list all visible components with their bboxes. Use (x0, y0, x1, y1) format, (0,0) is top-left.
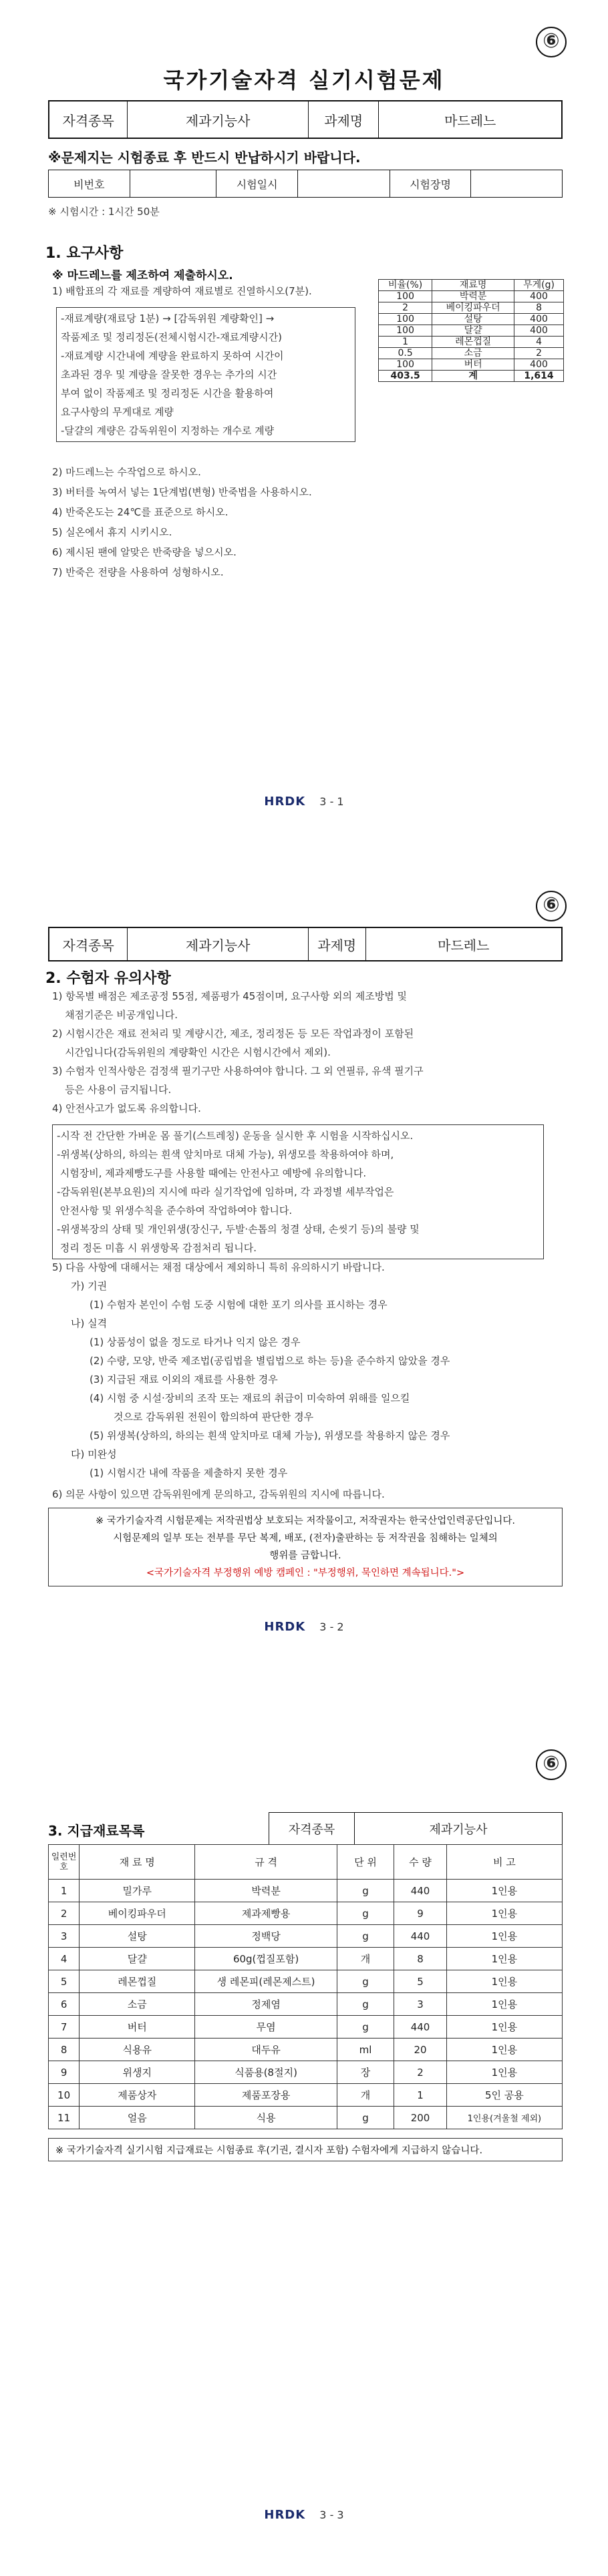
materials-cell: 제품포장용 (195, 2084, 337, 2107)
recipe-cell: 100 (379, 325, 432, 337)
rule-line: 요구사항의 무게대로 계량 (61, 406, 174, 418)
materials-row (49, 1993, 563, 2016)
recipe-cell: 소금 (432, 348, 514, 359)
materials-cell: g (337, 1880, 394, 1902)
materials-row (49, 1880, 563, 1902)
materials-table (48, 1844, 563, 2129)
requirement-item: 3) 버터를 녹여서 넣는 1단계법(변형) 반죽법을 사용하시오. (52, 486, 312, 498)
materials-note: ※ 국가기술자격 실기시험 지급재료는 시험종료 후(기권, 결시자 포함) 수험자에게 지급하지 않습니다. (48, 2138, 563, 2161)
exclusion-line: 다) 미완성 (71, 1448, 117, 1460)
requirement-item: 7) 반죽은 전량을 사용하여 성형하시오. (52, 566, 224, 578)
requirements-list (52, 462, 312, 582)
materials-cell: 식용유 (80, 2038, 195, 2061)
materials-cell: 1인용 (446, 1925, 562, 1948)
materials-cell: 9 (394, 1902, 447, 1925)
hrdk-logo: HRDK (264, 2508, 306, 2522)
venue-label: 시험장명 (390, 170, 472, 197)
materials-cell: g (337, 1925, 394, 1948)
materials-cell: 3 (394, 1993, 447, 2016)
materials-cell: 제과제빵용 (195, 1902, 337, 1925)
materials-cell: 440 (394, 2016, 447, 2038)
recipe-cell: 400 (514, 359, 564, 371)
page-number: 3 - 3 (319, 2509, 344, 2521)
materials-cell: g (337, 2016, 394, 2038)
id-label: 비번호 (49, 170, 130, 197)
recipe-cell: 2 (514, 348, 564, 359)
date-value (298, 170, 390, 197)
exam-time-note: ※ 시험시간 : 1시간 50분 (48, 206, 160, 218)
materials-cell: 제품상자 (80, 2084, 195, 2107)
section-cautions-heading: 2. 수험자 유의사항 (45, 970, 171, 987)
recipe-cell: 1 (379, 337, 432, 348)
recipe-cell: 베이킹파우더 (432, 302, 514, 314)
safety-line: -위생복장의 상태 및 개인위생(장신구, 두발·손톱의 청결 상태, 손씻기 등)의 불량 및 (57, 1223, 420, 1235)
materials-cell: 베이킹파우더 (80, 1902, 195, 1925)
materials-cell: 대두유 (195, 2038, 337, 2061)
caution-item: 채점기준은 비공개입니다. (52, 1009, 178, 1021)
materials-cell: 버터 (80, 2016, 195, 2038)
page-title: 국가기술자격 실기시험문제 (163, 67, 445, 93)
materials-cell: 1인용 (446, 1970, 562, 1993)
caution-5: 5) 다음 사항에 대해서는 채점 대상에서 제외하니 특히 유의하시기 바랍니다. (52, 1261, 385, 1273)
recipe-cell: 100 (379, 359, 432, 371)
materials-cell: 1인용 (446, 1902, 562, 1925)
rule-line: -재료계량 시간내에 계량을 완료하지 못하여 시간이 (61, 350, 284, 362)
task-label: 과제명 (309, 928, 366, 960)
id-value (130, 170, 217, 197)
materials-header-cell: 수 량 (394, 1845, 447, 1880)
candidate-id-row (48, 170, 563, 198)
rule-line: -달걀의 계량은 감독위원이 지정하는 개수로 계량 (61, 425, 275, 437)
cautions-list (52, 987, 424, 1118)
recipe-row (379, 348, 564, 359)
rule-line: 초과된 경우 및 계량을 잘못한 경우는 추가의 시간 (61, 369, 277, 381)
materials-header-cell: 규 격 (195, 1845, 337, 1880)
materials-cell: 식용 (195, 2107, 337, 2129)
materials-cell: g (337, 1970, 394, 1993)
materials-header-box (269, 1812, 563, 1844)
materials-cell: 8 (394, 1948, 447, 1970)
materials-cell: 1 (49, 1880, 80, 1902)
task-value: 마드레느 (438, 937, 490, 953)
recipe-cell: 0.5 (379, 348, 432, 359)
materials-cell: 1인용(겨울철 제외) (446, 2107, 562, 2129)
warning-line: 행위를 금합니다. (269, 1550, 341, 1561)
materials-cell: 개 (337, 1948, 394, 1970)
recipe-cell: 2 (379, 302, 432, 314)
materials-cell: 5 (394, 1970, 447, 1993)
materials-row (49, 2016, 563, 2038)
materials-cell: 소금 (80, 1993, 195, 2016)
page-3 (0, 1717, 608, 2576)
materials-cell: 1인용 (446, 1948, 562, 1970)
exclusion-line: 가) 기권 (71, 1280, 108, 1292)
recipe-cell: 4 (514, 337, 564, 348)
materials-cell: 달걀 (80, 1948, 195, 1970)
warning-line: ※ 국가기술자격 시험문제는 저작권법상 보호되는 저작물이고, 저작권자는 한국산업인력공단입니다. (96, 1516, 515, 1526)
materials-row (49, 1970, 563, 1993)
materials-cell: 4 (49, 1948, 80, 1970)
recipe-cell: 달걀 (432, 325, 514, 337)
materials-cell: 1인용 (446, 1880, 562, 1902)
recipe-cell: 400 (514, 314, 564, 325)
task-label: 과제명 (309, 101, 379, 138)
materials-cell: 3 (49, 1925, 80, 1948)
safety-line: -시작 전 간단한 가벼운 몸 풀기(스트레칭) 운동을 실시한 후 시험을 시작하십시오. (57, 1130, 414, 1142)
rule-line: 작품제조 및 정리정돈(전체시험시간-재료계량시간) (61, 331, 282, 343)
rule-line: 부여 없이 작품제조 및 정리정돈 시간을 활용하여 (61, 387, 274, 399)
materials-cell: 200 (394, 2107, 447, 2129)
safety-line: 시험장비, 제과제빵도구를 사용할 때에는 안전사고 예방에 유의합니다. (57, 1167, 367, 1179)
exclusion-criteria-list (52, 1277, 450, 1482)
materials-cell: 440 (394, 1925, 447, 1948)
hrdk-logo: HRDK (264, 795, 306, 809)
recipe-total-cell: 1,614 (514, 371, 564, 382)
recipe-row (379, 359, 564, 371)
materials-row (49, 2084, 563, 2107)
requirement-item: 4) 반죽온도는 24℃를 표준으로 하시오. (52, 506, 229, 518)
materials-cell: 440 (394, 1880, 447, 1902)
materials-cell: 설탕 (80, 1925, 195, 1948)
materials-cell: 무염 (195, 2016, 337, 2038)
materials-cell: 2 (49, 1902, 80, 1925)
exclusion-line: (1) 시험시간 내에 작품을 제출하지 못한 경우 (90, 1467, 288, 1479)
instruction-text: ※ 마드레느를 제조하여 제출하시오. (52, 269, 233, 282)
materials-cell: 레몬껍질 (80, 1970, 195, 1993)
materials-header-cell: 비 고 (446, 1845, 562, 1880)
recipe-row (379, 291, 564, 302)
materials-row (49, 2107, 563, 2129)
materials-cell: 10 (49, 2084, 80, 2107)
rule-line: -재료계량(재료당 1분) → [감독위원 계량확인] → (61, 312, 275, 325)
test-number-badge: ⑥ (536, 1749, 567, 1780)
requirement-item: 6) 제시된 팬에 알맞은 반죽량을 넣으시오. (52, 546, 237, 558)
test-number-badge: ⑥ (536, 891, 567, 921)
materials-cell: 얼음 (80, 2107, 195, 2129)
materials-cell: 정백당 (195, 1925, 337, 1948)
materials-cell: 1인용 (446, 2061, 562, 2084)
requirement-item: 5) 실온에서 휴지 시키시오. (52, 526, 172, 538)
recipe-cell: 400 (514, 325, 564, 337)
requirement-1: 1) 배합표의 각 재료를 계량하여 재료별로 진열하시오(7분). (52, 285, 312, 297)
exclusion-line: (3) 지급된 재료 이외의 재료를 사용한 경우 (90, 1373, 278, 1385)
safety-box (52, 1124, 544, 1259)
page-2 (0, 859, 608, 1717)
recipe-cell: 레몬껍질 (432, 337, 514, 348)
page-1 (0, 0, 608, 859)
materials-cell: 정제염 (195, 1993, 337, 2016)
materials-cell: 생 레몬피(레몬제스트) (195, 1970, 337, 1993)
recipe-cell: 설탕 (432, 314, 514, 325)
materials-row (49, 2038, 563, 2061)
materials-header-cell: 일련번호 (49, 1845, 80, 1880)
materials-cell: ml (337, 2038, 394, 2061)
materials-cell: 박력분 (195, 1880, 337, 1902)
materials-header-cell: 단 위 (337, 1845, 394, 1880)
recipe-header-cell: 비율(%) (379, 280, 432, 291)
caution-item: 등은 사용이 금지됩니다. (52, 1084, 172, 1096)
materials-cell: 식품용(8절지) (195, 2061, 337, 2084)
caution-item: 3) 수험자 인적사항은 검정색 필기구만 사용하여야 합니다. 그 외 연필류, 유색 필기구 (52, 1065, 424, 1077)
recipe-cell: 박력분 (432, 291, 514, 302)
materials-cell: 5인 공용 (446, 2084, 562, 2107)
venue-value (471, 170, 562, 197)
safety-line: -위생복(상하의, 하의는 흰색 앞치마로 대체 가능), 위생모를 착용하여야 하며, (57, 1148, 394, 1160)
materials-cell: 7 (49, 2016, 80, 2038)
requirement-item: 2) 마드레느는 수작업으로 하시오. (52, 466, 201, 478)
materials-cell: 밀가루 (80, 1880, 195, 1902)
materials-row (49, 1948, 563, 1970)
exclusion-line: (4) 시험 중 시설·장비의 조작 또는 재료의 취급이 미숙하여 위해를 일으킬 (90, 1392, 410, 1404)
exam-info-header (48, 100, 563, 139)
page-footer (0, 2508, 608, 2522)
exclusion-line: 것으로 감독위원 전원이 합의하여 판단한 경우 (114, 1411, 314, 1423)
recipe-table (378, 279, 564, 382)
materials-cell: 6 (49, 1993, 80, 2016)
section-requirements-heading: 1. 요구사항 (45, 245, 124, 262)
recipe-cell: 100 (379, 291, 432, 302)
caution-item: 2) 시험시간은 재료 전처리 및 계량시간, 제조, 정리정돈 등 모든 작업과정이 포함된 (52, 1028, 414, 1040)
materials-row (49, 1902, 563, 1925)
return-notice: ※문제지는 시험종료 후 반드시 반납하시기 바랍니다. (48, 150, 361, 166)
exclusion-line: (2) 수량, 모양, 반죽 제조법(공립법을 별립법으로 하는 등)을 준수하지 않았을 경우 (90, 1355, 450, 1367)
recipe-cell: 8 (514, 302, 564, 314)
materials-row (49, 1925, 563, 1948)
materials-cell: 1인용 (446, 2016, 562, 2038)
exclusion-line: 나) 실격 (71, 1317, 108, 1329)
weighing-rules-box (56, 307, 355, 442)
field-value: 제과기능사 (128, 101, 309, 138)
page-footer (0, 1620, 608, 1634)
test-number-badge: ⑥ (536, 27, 567, 57)
materials-cell: g (337, 1902, 394, 1925)
materials-cell: 20 (394, 2038, 447, 2061)
page-number: 3 - 1 (319, 795, 344, 808)
recipe-cell: 버터 (432, 359, 514, 371)
recipe-total-cell: 403.5 (379, 371, 432, 382)
page-number: 3 - 2 (319, 1621, 344, 1633)
page-footer (0, 795, 608, 809)
recipe-row (379, 337, 564, 348)
caution-item: 4) 안전사고가 없도록 유의합니다. (52, 1102, 201, 1114)
copyright-warning (48, 1508, 563, 1586)
exclusion-line: (1) 수험자 본인이 수험 도중 시험에 대한 포기 의사를 표시하는 경우 (90, 1299, 388, 1311)
safety-line: 정리 정돈 미흡 시 위생항목 감점처리 됩니다. (57, 1242, 257, 1254)
recipe-total-row (379, 371, 564, 382)
field-label: 자격종목 (269, 1813, 355, 1844)
recipe-cell: 400 (514, 291, 564, 302)
caution-item: 1) 항목별 배점은 제조공정 55점, 제품평가 45점이며, 요구사항 외의 제조방법 및 (52, 990, 407, 1002)
safety-line: -감독위원(본부요원)의 지시에 따라 실기작업에 임하며, 각 과정별 세부작업은 (57, 1186, 394, 1198)
materials-cell: 개 (337, 2084, 394, 2107)
recipe-row (379, 302, 564, 314)
recipe-cell: 100 (379, 314, 432, 325)
recipe-row (379, 314, 564, 325)
exclusion-line: (5) 위생복(상하의, 하의는 흰색 앞치마로 대체 가능), 위생모를 착용하지 않은 경우 (90, 1430, 450, 1442)
materials-cell: 8 (49, 2038, 80, 2061)
materials-cell: 9 (49, 2061, 80, 2084)
field-value: 제과기능사 (429, 1822, 488, 1837)
materials-cell: 장 (337, 2061, 394, 2084)
hrdk-logo: HRDK (264, 1620, 306, 1634)
caution-item: 시간입니다(감독위원의 계량확인 시간은 시험시간에서 제외). (52, 1046, 331, 1058)
warning-line: 시험문제의 일부 또는 전부를 무단 복제, 배포, (전자)출판하는 등 저작권을 침해하는 일체의 (113, 1533, 498, 1544)
recipe-total-cell: 계 (432, 371, 514, 382)
campaign-text: <국가기술자격 부정행위 예방 캠페인 : "부정행위, 묵인하면 계속됩니다."> (146, 1568, 465, 1578)
materials-cell: 2 (394, 2061, 447, 2084)
task-value: 마드레느 (444, 112, 496, 129)
date-label: 시험일시 (216, 170, 298, 197)
recipe-header-cell: 재료명 (432, 280, 514, 291)
materials-header-cell: 재 료 명 (80, 1845, 195, 1880)
exam-info-header (48, 927, 563, 961)
field-value: 제과기능사 (128, 928, 309, 960)
materials-cell: 1인용 (446, 2038, 562, 2061)
recipe-header-cell: 무게(g) (514, 280, 564, 291)
recipe-row (379, 325, 564, 337)
exclusion-line: (1) 상품성이 없을 정도로 타거나 익지 않은 경우 (90, 1336, 301, 1348)
section-materials-heading: 3. 지급재료목록 (48, 1823, 145, 1839)
materials-cell: g (337, 2107, 394, 2129)
safety-line: 안전사항 및 위생수칙을 준수하여 작업하여야 합니다. (57, 1205, 293, 1217)
materials-cell: 11 (49, 2107, 80, 2129)
caution-6: 6) 의문 사항이 있으면 감독위원에게 문의하고, 감독위원의 지시에 따릅니다. (52, 1488, 385, 1500)
materials-row (49, 2061, 563, 2084)
materials-cell: 1 (394, 2084, 447, 2107)
materials-cell: g (337, 1993, 394, 2016)
materials-cell: 위생지 (80, 2061, 195, 2084)
field-label: 자격종목 (49, 928, 128, 960)
materials-cell: 60g(껍질포함) (195, 1948, 337, 1970)
materials-cell: 1인용 (446, 1993, 562, 2016)
field-label: 자격종목 (49, 101, 128, 138)
materials-cell: 5 (49, 1970, 80, 1993)
